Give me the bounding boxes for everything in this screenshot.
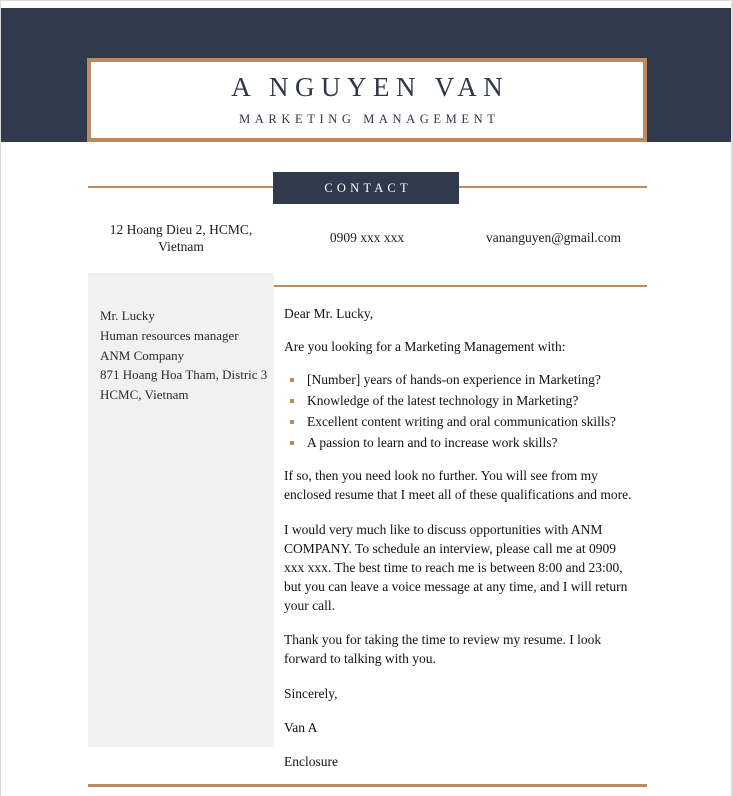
qualifications-list — [284, 370, 639, 453]
qualification-text: A passion to learn and to increase work skills? — [307, 435, 558, 451]
applicant-name: A NGUYEN VAN — [231, 72, 510, 103]
list-item — [284, 391, 639, 411]
bullet-icon — [290, 441, 294, 445]
bullet-icon — [290, 420, 294, 424]
bullet-icon — [290, 399, 294, 403]
recipient-street: 871 Hoang Hoa Tham, Distric 3 — [100, 367, 268, 383]
qualification-text: Knowledge of the latest technology in Marketing? — [307, 393, 579, 409]
letter-body — [284, 304, 639, 786]
letter-paragraph-2: I would very much like to discuss opportunities with ANM COMPANY. To schedule an interview, please call me at 0909 xxx xxx. The best time to reach me is between 8:00 and 23:00, but you can leave a voice message at any time, and I will return your call. — [284, 521, 628, 614]
recipient-name: Mr. Lucky — [100, 308, 155, 323]
qualification-text: [Number] years of hands-on experience in Marketing? — [307, 372, 601, 388]
contact-email[interactable]: vananguyen@gmail.com — [485, 230, 622, 245]
applicant-job-title: MARKETING MANAGEMENT — [239, 111, 500, 126]
contact-details-row — [88, 222, 647, 256]
letter-salutation: Dear Mr. Lucky, — [284, 306, 374, 321]
letter-intro: Are you looking for a Marketing Management with: — [284, 339, 566, 355]
recipient-city-country: HCMC, Vietnam — [100, 387, 189, 402]
letter-paragraph-1: If so, then you need look no further. You will see from my enclosed resume that I meet all of these qualifications and more. — [284, 468, 632, 503]
list-item — [284, 412, 639, 432]
letter-enclosure: Enclosure — [284, 753, 338, 769]
list-item — [284, 433, 639, 453]
recipient-company: ANM Company — [100, 347, 185, 363]
contact-divider-left — [88, 186, 273, 188]
footer-divider — [88, 784, 647, 787]
contact-address: 12 Hoang Dieu 2, HCMC, Vietnam — [109, 222, 253, 254]
contact-phone[interactable]: 0909 xxx xxx — [329, 230, 405, 245]
contact-section-badge: CONTACT — [273, 172, 459, 204]
recipient-role: Human resources manager — [100, 327, 239, 343]
recipient-address-block — [100, 306, 275, 405]
qualification-text: Excellent content writing and oral communication skills? — [307, 414, 616, 430]
letter-closing: Sincerely, — [284, 685, 338, 701]
contact-divider-right — [459, 186, 647, 188]
letter-signature: Van A — [284, 719, 318, 735]
letter-top-divider — [274, 285, 647, 287]
letter-paragraph-3: Thank you for taking the time to review my resume. I look forward to talking with you. — [284, 632, 602, 667]
bullet-icon — [290, 378, 294, 382]
list-item — [284, 370, 639, 390]
masthead-frame — [87, 58, 647, 142]
